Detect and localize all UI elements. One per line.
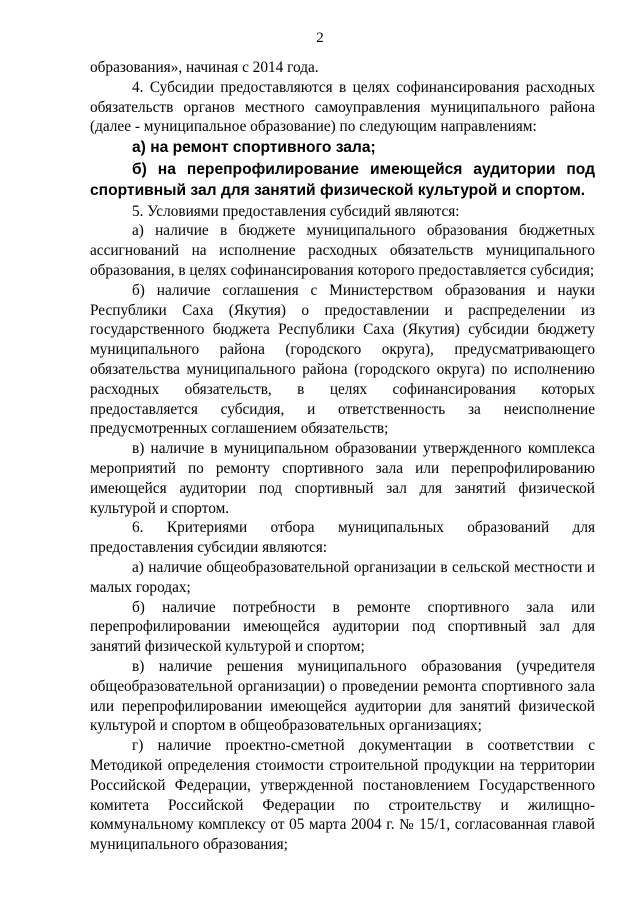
bold-direction-b: б) на перепрофилирование имеющейся аудитории под спортивный зал для занятий физической культурой и спортом. bbox=[90, 160, 595, 200]
page-number: 2 bbox=[316, 30, 324, 46]
paragraph-item-6: 6. Критериями отбора муниципальных образований для предоставления субсидии являются: bbox=[90, 519, 595, 557]
paragraph-continuation: образования», начиная с 2014 года. bbox=[90, 59, 319, 76]
paragraph-item-5v: в) наличие в муниципальном образовании утвержденного комплекса мероприятий по ремонту спортивного зала или перепрофилированию имеющейся аудитории под спортивный зал для занятий физической культурой и спортом. bbox=[90, 440, 595, 517]
paragraph-item-6g: г) наличие проектно-сметной документации в соответствии с Методикой определения стоимости строительной продукции на территории Российской Федерации, утвержденной постановлением Государственного комитета Российской Федерации по строительству и жилищно-коммунальному комплексу от 05 марта 2004 г. № 15/1, согласованная главой муниципального образования; bbox=[90, 737, 595, 854]
paragraph-item-4: 4. Субсидии предоставляются в целях софинансирования расходных обязательств органов местного самоуправления муниципального района (далее - муниципальное образование) по следующим направлениям: bbox=[90, 78, 595, 136]
document-body bbox=[90, 58, 595, 855]
paragraph-item-5b: б) наличие соглашения с Министерством образования и науки Республики Саха (Якутия) о предоставлении и распределении из государственного бюджета Республики Саха (Якутия) субсидии бюджету муниципального района (городского округа), предусматривающего обязательства муниципального района (городского округа) по исполнению расходных обязательств, в целях софинансирования которых предоставляется субсидия, и ответственность за неисполнение предусмотренных соглашением обязательств; bbox=[90, 281, 595, 438]
paragraph-item-6b: б) наличие потребности в ремонте спортивного зала или перепрофилировании имеющейся аудитории под спортивный зал для занятий физической культурой и спортом; bbox=[90, 598, 595, 656]
bold-direction-a: а) на ремонт спортивного зала; bbox=[132, 139, 376, 157]
paragraph-item-6v: в) наличие решения муниципального образования (учредителя общеобразовательной организации) о проведении ремонта спортивного зала или перепрофилировании имеющейся аудитории для занятий физической культурой и спортом в общеобразовательных организациях; bbox=[90, 658, 595, 735]
paragraph-item-5a: а) наличие в бюджете муниципального образования бюджетных ассигнований на исполнение расходных обязательств муниципального образования, в целях софинансирования которого предоставляется субсидия; bbox=[90, 222, 595, 280]
paragraph-item-5: 5. Условиями предоставления субсидий являются: bbox=[132, 202, 460, 220]
paragraph-item-6a: а) наличие общеобразовательной организации в сельской местности и малых городах; bbox=[90, 559, 595, 596]
